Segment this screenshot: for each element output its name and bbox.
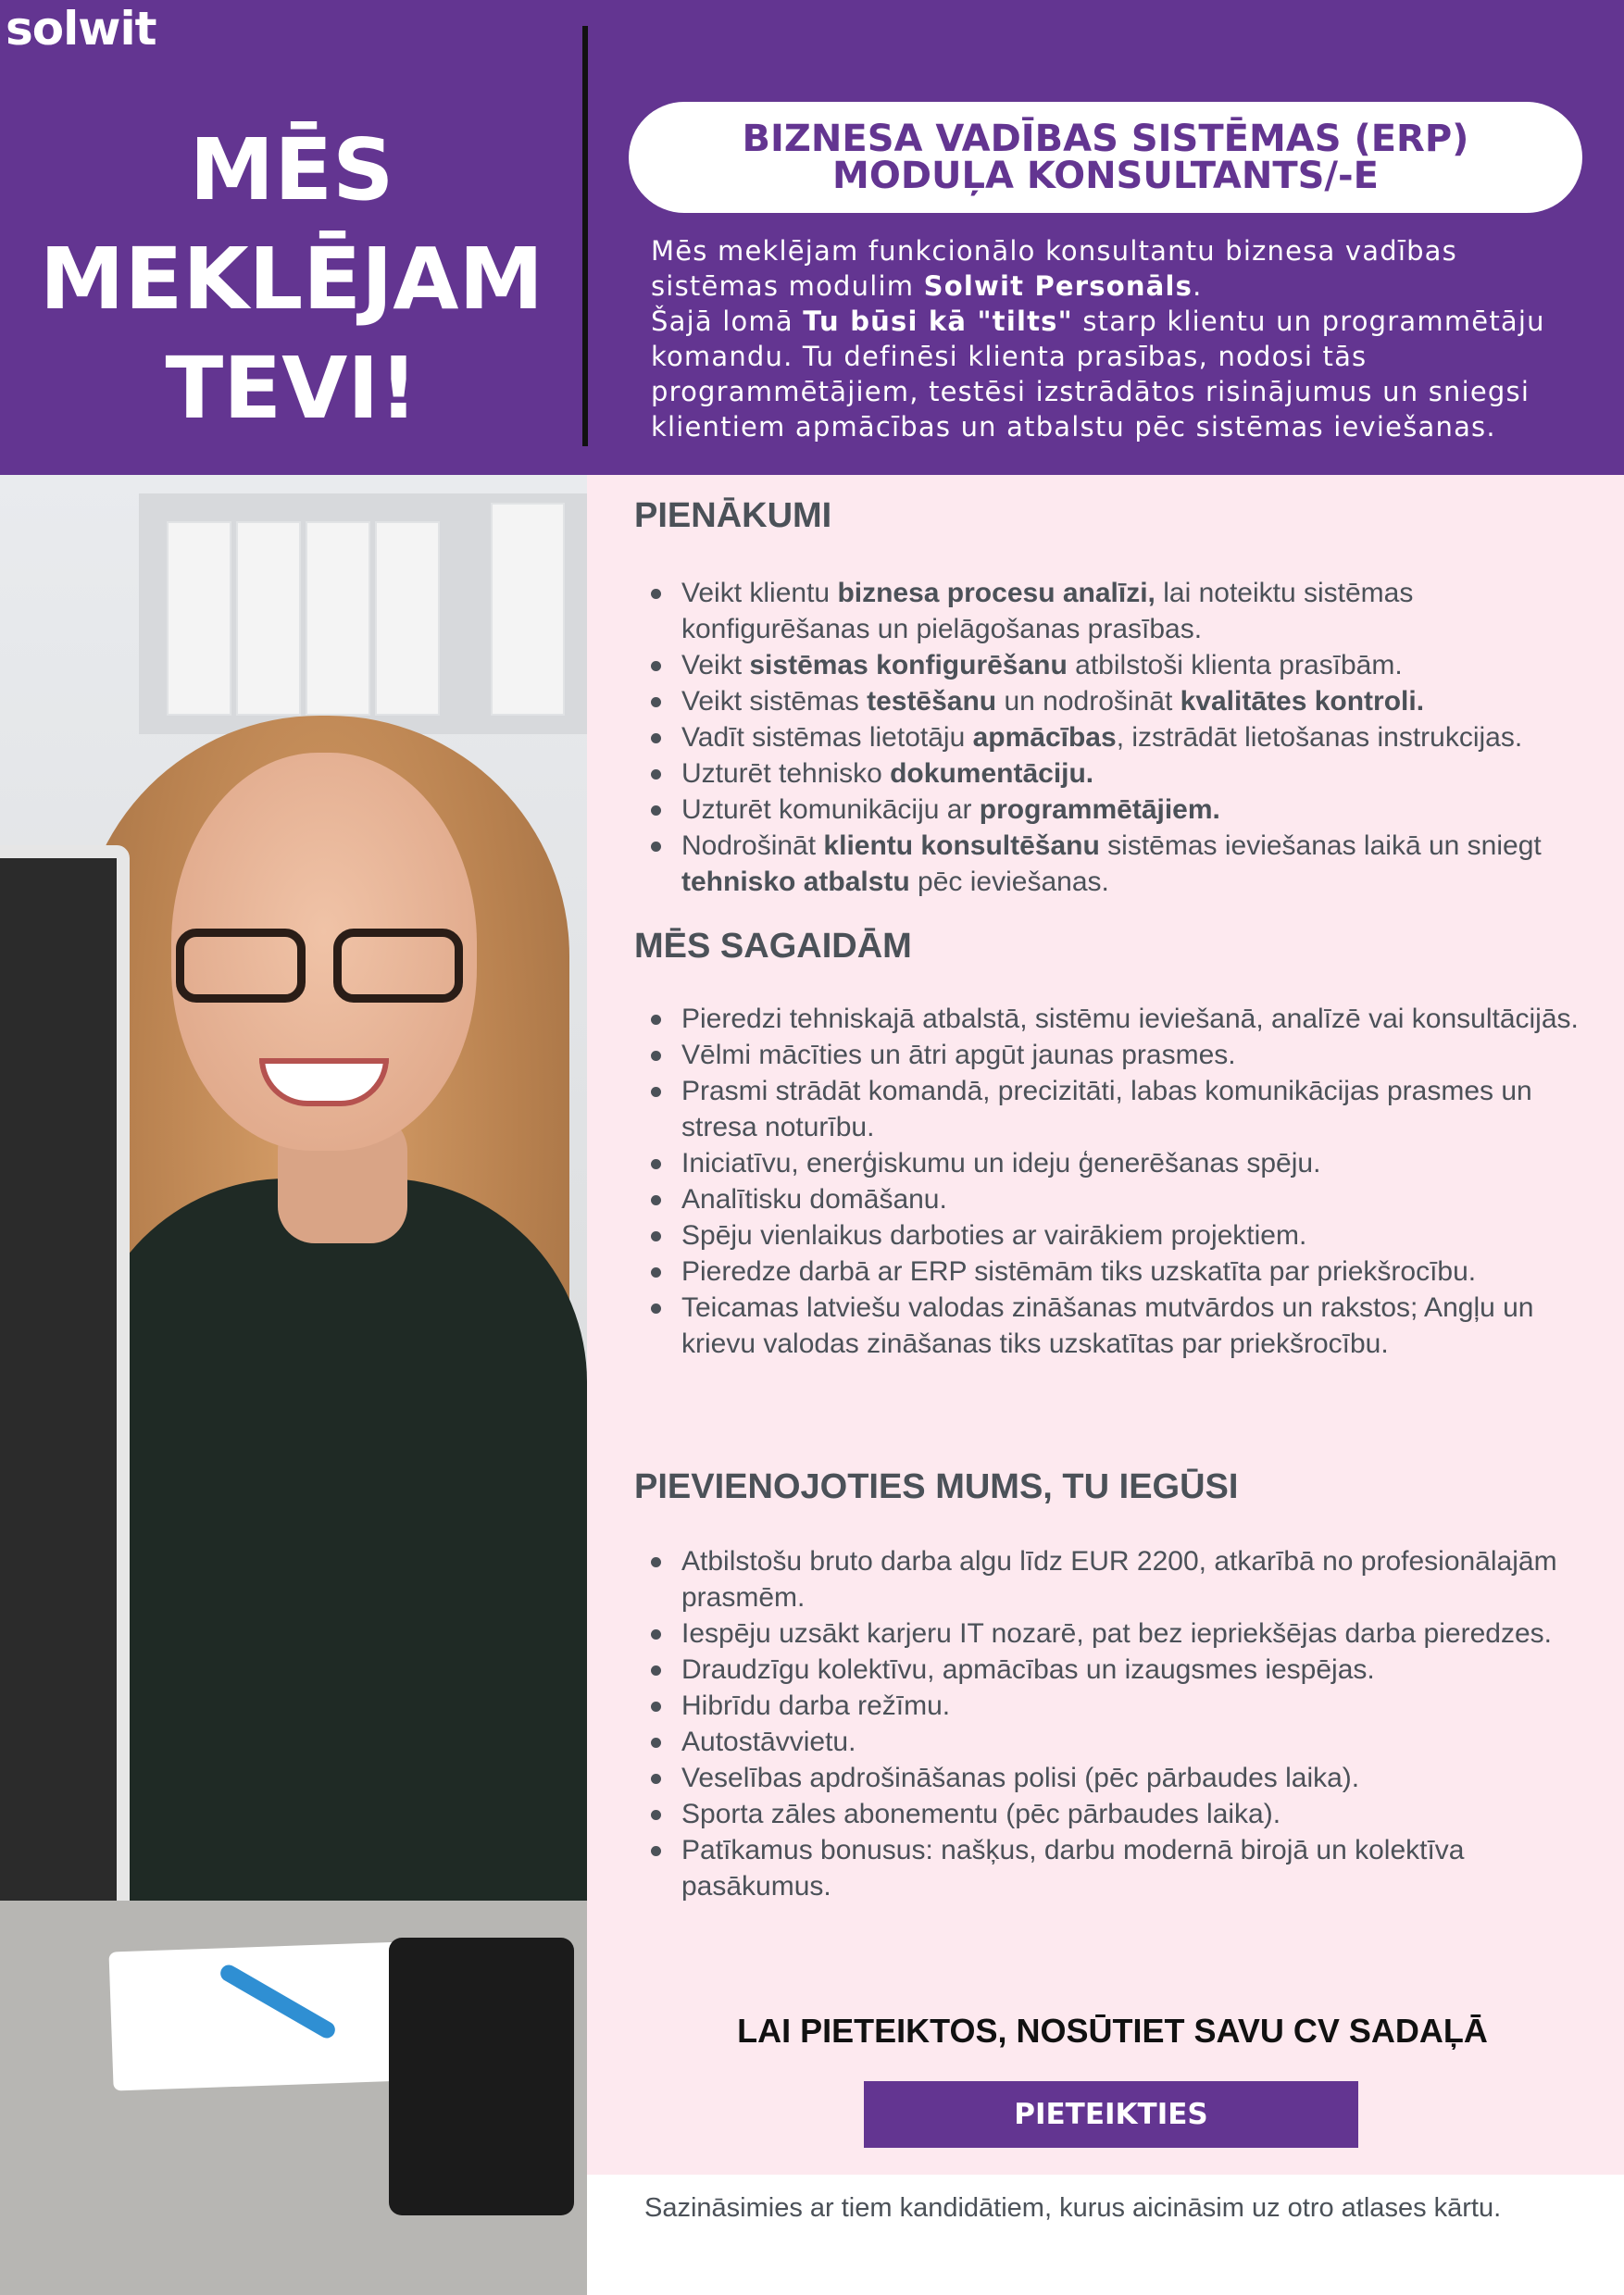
list-item <box>648 683 1602 719</box>
intro-text-part: Mēs meklējam funkcionālo konsultantu biznesa vadības sistēmas modulim <box>651 235 1457 302</box>
binder <box>306 521 370 716</box>
list-item <box>648 792 1602 828</box>
list-item: Veselības apdrošināšanas polisi (pēc pārbaudes laika). <box>648 1760 1602 1796</box>
list-item-text: sistēmas ieviešanas laikā un sniegt <box>1099 830 1542 861</box>
footer-note: Sazināsimies ar tiem kandidātiem, kurus aicināsim uz otro atlases kārtu. <box>644 2193 1502 2223</box>
list-item-text: Vadīt sistēmas lietotāju <box>681 722 973 753</box>
apply-button[interactable]: PIETEIKTIES <box>864 2081 1358 2148</box>
list-item-bold: sistēmas konfigurēšanu <box>749 650 1068 680</box>
list-item: Pieredzi tehniskajā atbalstā, sistēmu ieviešanā, analīzē vai konsultācijās. <box>648 1001 1602 1037</box>
list-item-bold: programmētājiem. <box>979 794 1220 825</box>
header-divider <box>582 26 588 446</box>
list-item-bold: biznesa procesu analīzi, <box>837 578 1156 608</box>
list-item-bold: tehnisko atbalstu <box>681 867 910 897</box>
list-item-text: Uzturēt komunikāciju ar <box>681 794 980 825</box>
list-item-bold: apmācības <box>972 722 1117 753</box>
glasses <box>176 929 472 1003</box>
intro-text-bold: Tu būsi kā "tilts" <box>803 306 1073 337</box>
notepad <box>108 1941 409 2090</box>
list-item-bold: testēšanu <box>867 686 997 717</box>
list-item: Hibrīdu darba režīmu. <box>648 1688 1602 1724</box>
list-item-text: pēc ieviešanas. <box>909 867 1109 897</box>
list-item: Sporta zāles abonementu (pēc pārbaudes laika). <box>648 1796 1602 1832</box>
list-item <box>648 575 1602 647</box>
slogan-line: MEKLĒJAM <box>39 230 544 329</box>
list-item-text: , izstrādāt lietošanas instrukcijas. <box>1116 722 1523 753</box>
glasses-lens <box>176 929 306 1003</box>
list-item: Atbilstošu bruto darba algu līdz EUR 2200, atkarībā no profesionālajām prasmēm. <box>648 1543 1602 1615</box>
candidate-photo <box>0 475 587 2295</box>
list-item-text: Uzturēt tehnisko <box>681 758 891 789</box>
list-item <box>648 828 1602 900</box>
list-item: Vēlmi mācīties un ātri apgūt jaunas prasmes. <box>648 1037 1602 1073</box>
list-item: Pieredze darbā ar ERP sistēmām tiks uzskatīta par priekšrocību. <box>648 1254 1602 1290</box>
duties-list <box>648 575 1602 900</box>
list-item-text: lai noteiktu sistēmas konfigurēšanas un pielāgošanas prasības. <box>681 578 1414 644</box>
slogan-heading <box>0 116 583 443</box>
glasses-lens <box>333 929 463 1003</box>
list-item-bold: klientu konsultēšanu <box>823 830 1100 861</box>
list-item: Teicamas latviešu valodas zināšanas mutvārdos un rakstos; Angļu un krievu valodas zināšanas tiks uzskatītas par priekšrocību. <box>648 1290 1602 1362</box>
header-band <box>0 0 1624 475</box>
computer-monitor <box>0 845 130 1956</box>
list-item-text: Nodrošināt <box>681 830 824 861</box>
list-item: Spēju vienlaikus darboties ar vairākiem projektiem. <box>648 1217 1602 1254</box>
list-item-bold: kvalitātes kontroli. <box>1180 686 1425 717</box>
list-item: Autostāvvietu. <box>648 1724 1602 1760</box>
binder <box>236 521 301 716</box>
binder <box>167 521 231 716</box>
expectations-list <box>648 1001 1602 1362</box>
list-item: Iniciatīvu, enerģiskumu un ideju ģenerēšanas spēju. <box>648 1145 1602 1181</box>
list-item-text: atbilstoši klienta prasībām. <box>1067 650 1403 680</box>
intro-text <box>651 233 1577 444</box>
benefits-list <box>648 1543 1602 1904</box>
list-item: Draudzīgu kolektīvu, apmācības un izaugsmes iespējas. <box>648 1652 1602 1688</box>
list-item: Prasmi strādāt komandā, precizitāti, labas komunikācijas prasmes un stresa noturību. <box>648 1073 1602 1145</box>
binder <box>375 521 440 716</box>
list-item-text: Veikt sistēmas <box>681 686 868 717</box>
slogan-line: TEVI! <box>165 339 418 438</box>
slogan-line: MĒS <box>189 120 394 219</box>
intro-text-part: Šajā lomā <box>651 306 804 337</box>
solwit-logo[interactable]: solwit <box>6 2 156 56</box>
pen-cup <box>389 1938 574 2215</box>
intro-text-part: starp klientu un programmētāju komandu. Tu definēsi klienta prasības, nodosi tās programmētājiem, testēsi izstrādātos risinājumus un sniegsi klientiem apmācības un atbalstu pēc sistēmas ieviešanas. <box>651 306 1545 443</box>
list-item-text: Veikt klientu <box>681 578 838 608</box>
list-item <box>648 755 1602 792</box>
list-item <box>648 719 1602 755</box>
section-title-benefits: PIEVIENOJOTIES MUMS, TU IEGŪSI <box>634 1467 1239 1506</box>
list-item: Iespēju uzsākt karjeru IT nozarē, pat bez iepriekšējas darba pieredzes. <box>648 1615 1602 1652</box>
job-title: BIZNESA VADĪBAS SISTĒMAS (ERP) MODUĻA KONSULTANTS/-E <box>629 102 1582 213</box>
intro-text-part: . <box>1193 270 1203 302</box>
binder <box>491 503 565 716</box>
apply-instruction: LAI PIETEIKTOS, NOSŪTIET SAVU CV SADAĻĀ <box>737 2012 1488 2050</box>
list-item: Analītisku domāšanu. <box>648 1181 1602 1217</box>
section-title-expectations: MĒS SAGAIDĀM <box>634 927 912 966</box>
list-item: Patīkamus bonusus: našķus, darbu modernā birojā un kolektīva pasākumus. <box>648 1832 1602 1904</box>
list-item <box>648 647 1602 683</box>
section-title-duties: PIENĀKUMI <box>634 496 832 535</box>
list-item-text: Veikt <box>681 650 750 680</box>
intro-text-bold: Solwit Personāls <box>923 270 1193 302</box>
list-item-text: un nodrošināt <box>996 686 1181 717</box>
list-item-bold: dokumentāciju. <box>890 758 1094 789</box>
